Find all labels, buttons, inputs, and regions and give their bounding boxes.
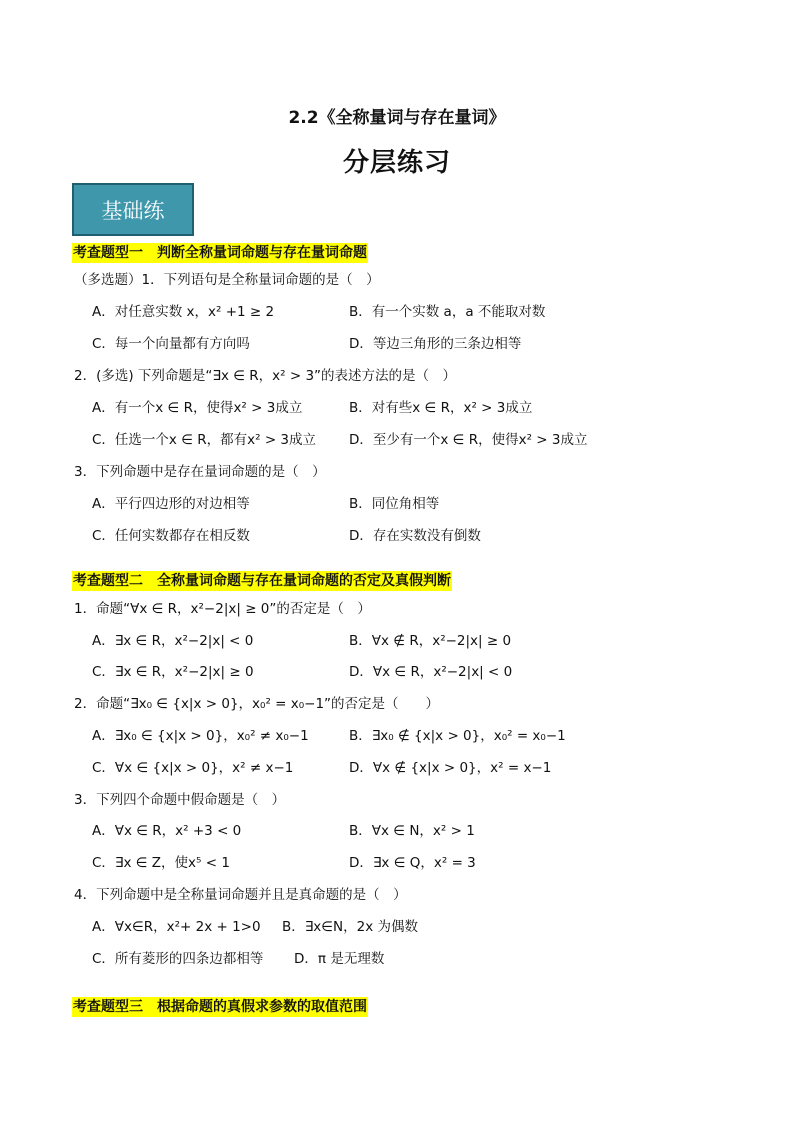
document-title: 2.2《全称量词与存在量词》	[288, 108, 506, 128]
s1-q1-option-d: D．等边三角形的三条边相等	[349, 336, 522, 352]
s2-q4-option-a: A．∀x∈R，x²+ 2x + 1>0	[92, 919, 261, 935]
s2-q3-option-c: C．∃x ∈ Z，使x⁵ < 1	[92, 855, 230, 871]
s1-q2-stem: 2．(多选) 下列命题是“∃x ∈ R，x² > 3”的表述方法的是（ ）	[74, 368, 457, 384]
s1-q3-option-d: D．存在实数没有倒数	[349, 528, 481, 544]
s1-q1-stem: （多选题）1．下列语句是全称量词命题的是（ ）	[74, 272, 380, 288]
s2-q4-stem: 4．下列命题中是全称量词命题并且是真命题的是（ ）	[74, 887, 407, 903]
s2-q1-option-a: A．∃x ∈ R，x²−2|x| < 0	[92, 633, 254, 649]
section-heading-1: 考查题型一 判断全称量词命题与存在量词命题	[73, 245, 367, 261]
s2-q2-option-a: A．∃x₀ ∈ {x|x > 0}，x₀² ≠ x₀−1	[92, 728, 309, 744]
s1-q1-option-b: B．有一个实数 a，a 不能取对数	[349, 304, 546, 320]
s2-q1-stem: 1．命题“∀x ∈ R，x²−2|x| ≥ 0”的否定是（ ）	[74, 601, 371, 617]
document-subtitle: 分层练习	[342, 148, 451, 178]
section-heading-2: 考查题型二 全称量词命题与存在量词命题的否定及真假判断	[73, 573, 451, 589]
s2-q4-option-c: C．所有菱形的四条边都相等	[92, 951, 264, 967]
s2-q3-option-b: B．∀x ∈ N，x² > 1	[349, 823, 475, 839]
s1-q3-option-b: B．同位角相等	[349, 496, 440, 512]
s1-q2-option-d: D．至少有一个x ∈ R，使得x² > 3成立	[349, 432, 588, 448]
s2-q1-option-c: C．∃x ∈ R，x²−2|x| ≥ 0	[92, 664, 254, 680]
s1-q2-option-b: B．对有些x ∈ R，x² > 3成立	[349, 400, 533, 416]
s1-q1-option-c: C．每一个向量都有方向吗	[92, 336, 250, 352]
s1-q3-option-c: C．任何实数都存在相反数	[92, 528, 250, 544]
s1-q3-option-a: A．平行四边形的对边相等	[92, 496, 250, 512]
s2-q1-option-d: D．∀x ∈ R，x²−2|x| < 0	[349, 664, 513, 680]
s2-q3-option-a: A．∀x ∈ R，x² +3 < 0	[92, 823, 242, 839]
level-badge: 基础练	[72, 183, 194, 236]
s1-q3-stem: 3．下列命题中是存在量词命题的是（ ）	[74, 464, 326, 480]
s2-q3-option-d: D．∃x ∈ Q，x² = 3	[349, 855, 476, 871]
s2-q4-option-d: D．π 是无理数	[294, 951, 385, 967]
s1-q2-option-a: A．有一个x ∈ R，使得x² > 3成立	[92, 400, 303, 416]
s2-q2-option-d: D．∀x ∉ {x|x > 0}，x² = x−1	[349, 760, 552, 776]
section-heading-3: 考查题型三 根据命题的真假求参数的取值范围	[73, 999, 367, 1015]
s2-q1-option-b: B．∀x ∉ R，x²−2|x| ≥ 0	[349, 633, 512, 649]
s1-q2-option-c: C．任选一个x ∈ R，都有x² > 3成立	[92, 432, 317, 448]
s2-q2-option-c: C．∀x ∈ {x|x > 0}，x² ≠ x−1	[92, 760, 294, 776]
s2-q4-option-b: B．∃x∈N，2x 为偶数	[282, 919, 419, 935]
s2-q3-stem: 3．下列四个命题中假命题是（ ）	[74, 792, 286, 808]
s2-q2-stem: 2．命题“∃x₀ ∈ {x|x > 0}，x₀² = x₀−1”的否定是（ ）	[74, 696, 440, 712]
s2-q2-option-b: B．∃x₀ ∉ {x|x > 0}，x₀² = x₀−1	[349, 728, 566, 744]
s1-q1-option-a: A．对任意实数 x，x² +1 ≥ 2	[92, 304, 275, 320]
